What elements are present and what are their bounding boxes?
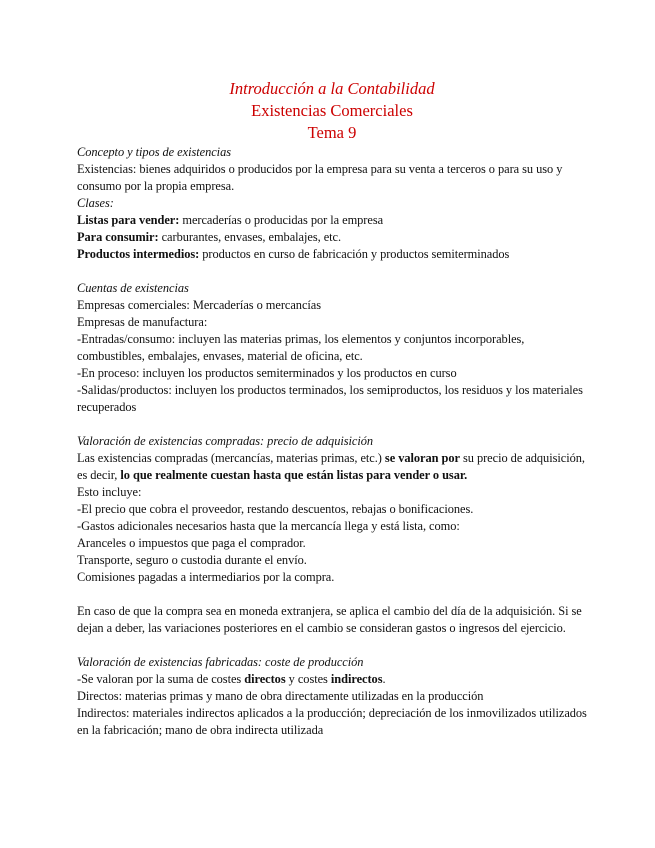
list-item-term: Listas para vender: (77, 213, 180, 227)
list-item-term: Productos intermedios: (77, 247, 200, 261)
section-heading-fabricadas: Valoración de existencias fabricadas: coste de producción (77, 655, 364, 669)
intro-bold: indirectos (330, 672, 383, 686)
list-item-term: Para consumir: (77, 230, 159, 244)
text-line: Empresas de manufactura: (77, 315, 208, 329)
list-item-desc: carburantes, envases, embalajes, etc. (158, 230, 342, 244)
list-item-desc: mercaderías o producidas por la empresa (179, 213, 384, 227)
text-line: Indirectos: materiales indirectos aplicados a la producción; depreciación de los inmovilizados utilizados en la fabricación; mano de obra indirecta utilizada (77, 706, 587, 737)
section-heading-compradas: Valoración de existencias compradas: precio de adquisición (77, 434, 374, 448)
intro-text: -Se valoran por la suma de costes (77, 672, 245, 686)
intro-bold: lo que realmente cuestan hasta que están listas para vender o usar. (120, 468, 468, 482)
intro-text: . (382, 672, 386, 686)
text-line: Comisiones pagadas a intermediarios por la compra. (77, 570, 335, 584)
list-item-desc: productos en curso de fabricación y productos semiterminados (199, 247, 510, 261)
text-line: -Gastos adicionales necesarios hasta que la mercancía llega y está lista, como: (77, 519, 460, 533)
intro-bold: se valoran por (384, 451, 460, 465)
intro-text: Las existencias compradas (mercancías, materias primas, etc.) (77, 451, 385, 465)
text-line: Empresas comerciales: Mercaderías o mercancías (77, 298, 322, 312)
intro-paragraph (77, 671, 587, 688)
text-line: Transporte, seguro o custodia durante el envío. (77, 553, 307, 567)
definition-paragraph: Existencias: bienes adquiridos o producidos por la empresa para su venta a terceros o para su uso y consumo por la propia empresa. (77, 162, 563, 193)
intro-bold: directos (244, 672, 286, 686)
text-line: Aranceles o impuestos que paga el comprador. (77, 536, 306, 550)
topic-title: Existencias Comerciales (251, 101, 413, 120)
list-item (77, 229, 587, 246)
text-line: Directos: materias primas y mano de obra directamente utilizadas en la producción (77, 689, 484, 703)
clases-label: Clases: (77, 196, 114, 210)
intro-text: y costes (285, 672, 331, 686)
document-page (77, 78, 587, 739)
lesson-number: Tema 9 (307, 123, 357, 142)
text-line: -El precio que cobra el proveedor, restando descuentos, rebajas o bonificaciones. (77, 502, 474, 516)
section-heading-cuentas: Cuentas de existencias (77, 281, 189, 295)
section-heading-concepto: Concepto y tipos de existencias (77, 145, 231, 159)
text-line: -Salidas/productos: incluyen los productos terminados, los semiproductos, los residuos y los materiales recuperados (77, 383, 583, 414)
foreign-currency-paragraph: En caso de que la compra sea en moneda extranjera, se aplica el cambio del día de la adquisición. Si se dejan a deber, las variaciones posteriores en el cambio se consideran gastos o ingresos del ejercicio. (77, 604, 582, 635)
text-line: -En proceso: incluyen los productos semiterminados y los productos en curso (77, 366, 457, 380)
list-item (77, 246, 587, 263)
course-title: Introducción a la Contabilidad (229, 79, 435, 98)
text-line: -Entradas/consumo: incluyen las materias primas, los elementos y conjuntos incorporables, combustibles, embalajes, envases, material de oficina, etc. (77, 332, 525, 363)
intro-text: su precio de adquisición, es decir, (77, 451, 585, 482)
intro-paragraph (77, 450, 587, 484)
title-block (77, 78, 587, 144)
text-line: Esto incluye: (77, 485, 142, 499)
list-item (77, 212, 587, 229)
document-body (77, 144, 587, 739)
